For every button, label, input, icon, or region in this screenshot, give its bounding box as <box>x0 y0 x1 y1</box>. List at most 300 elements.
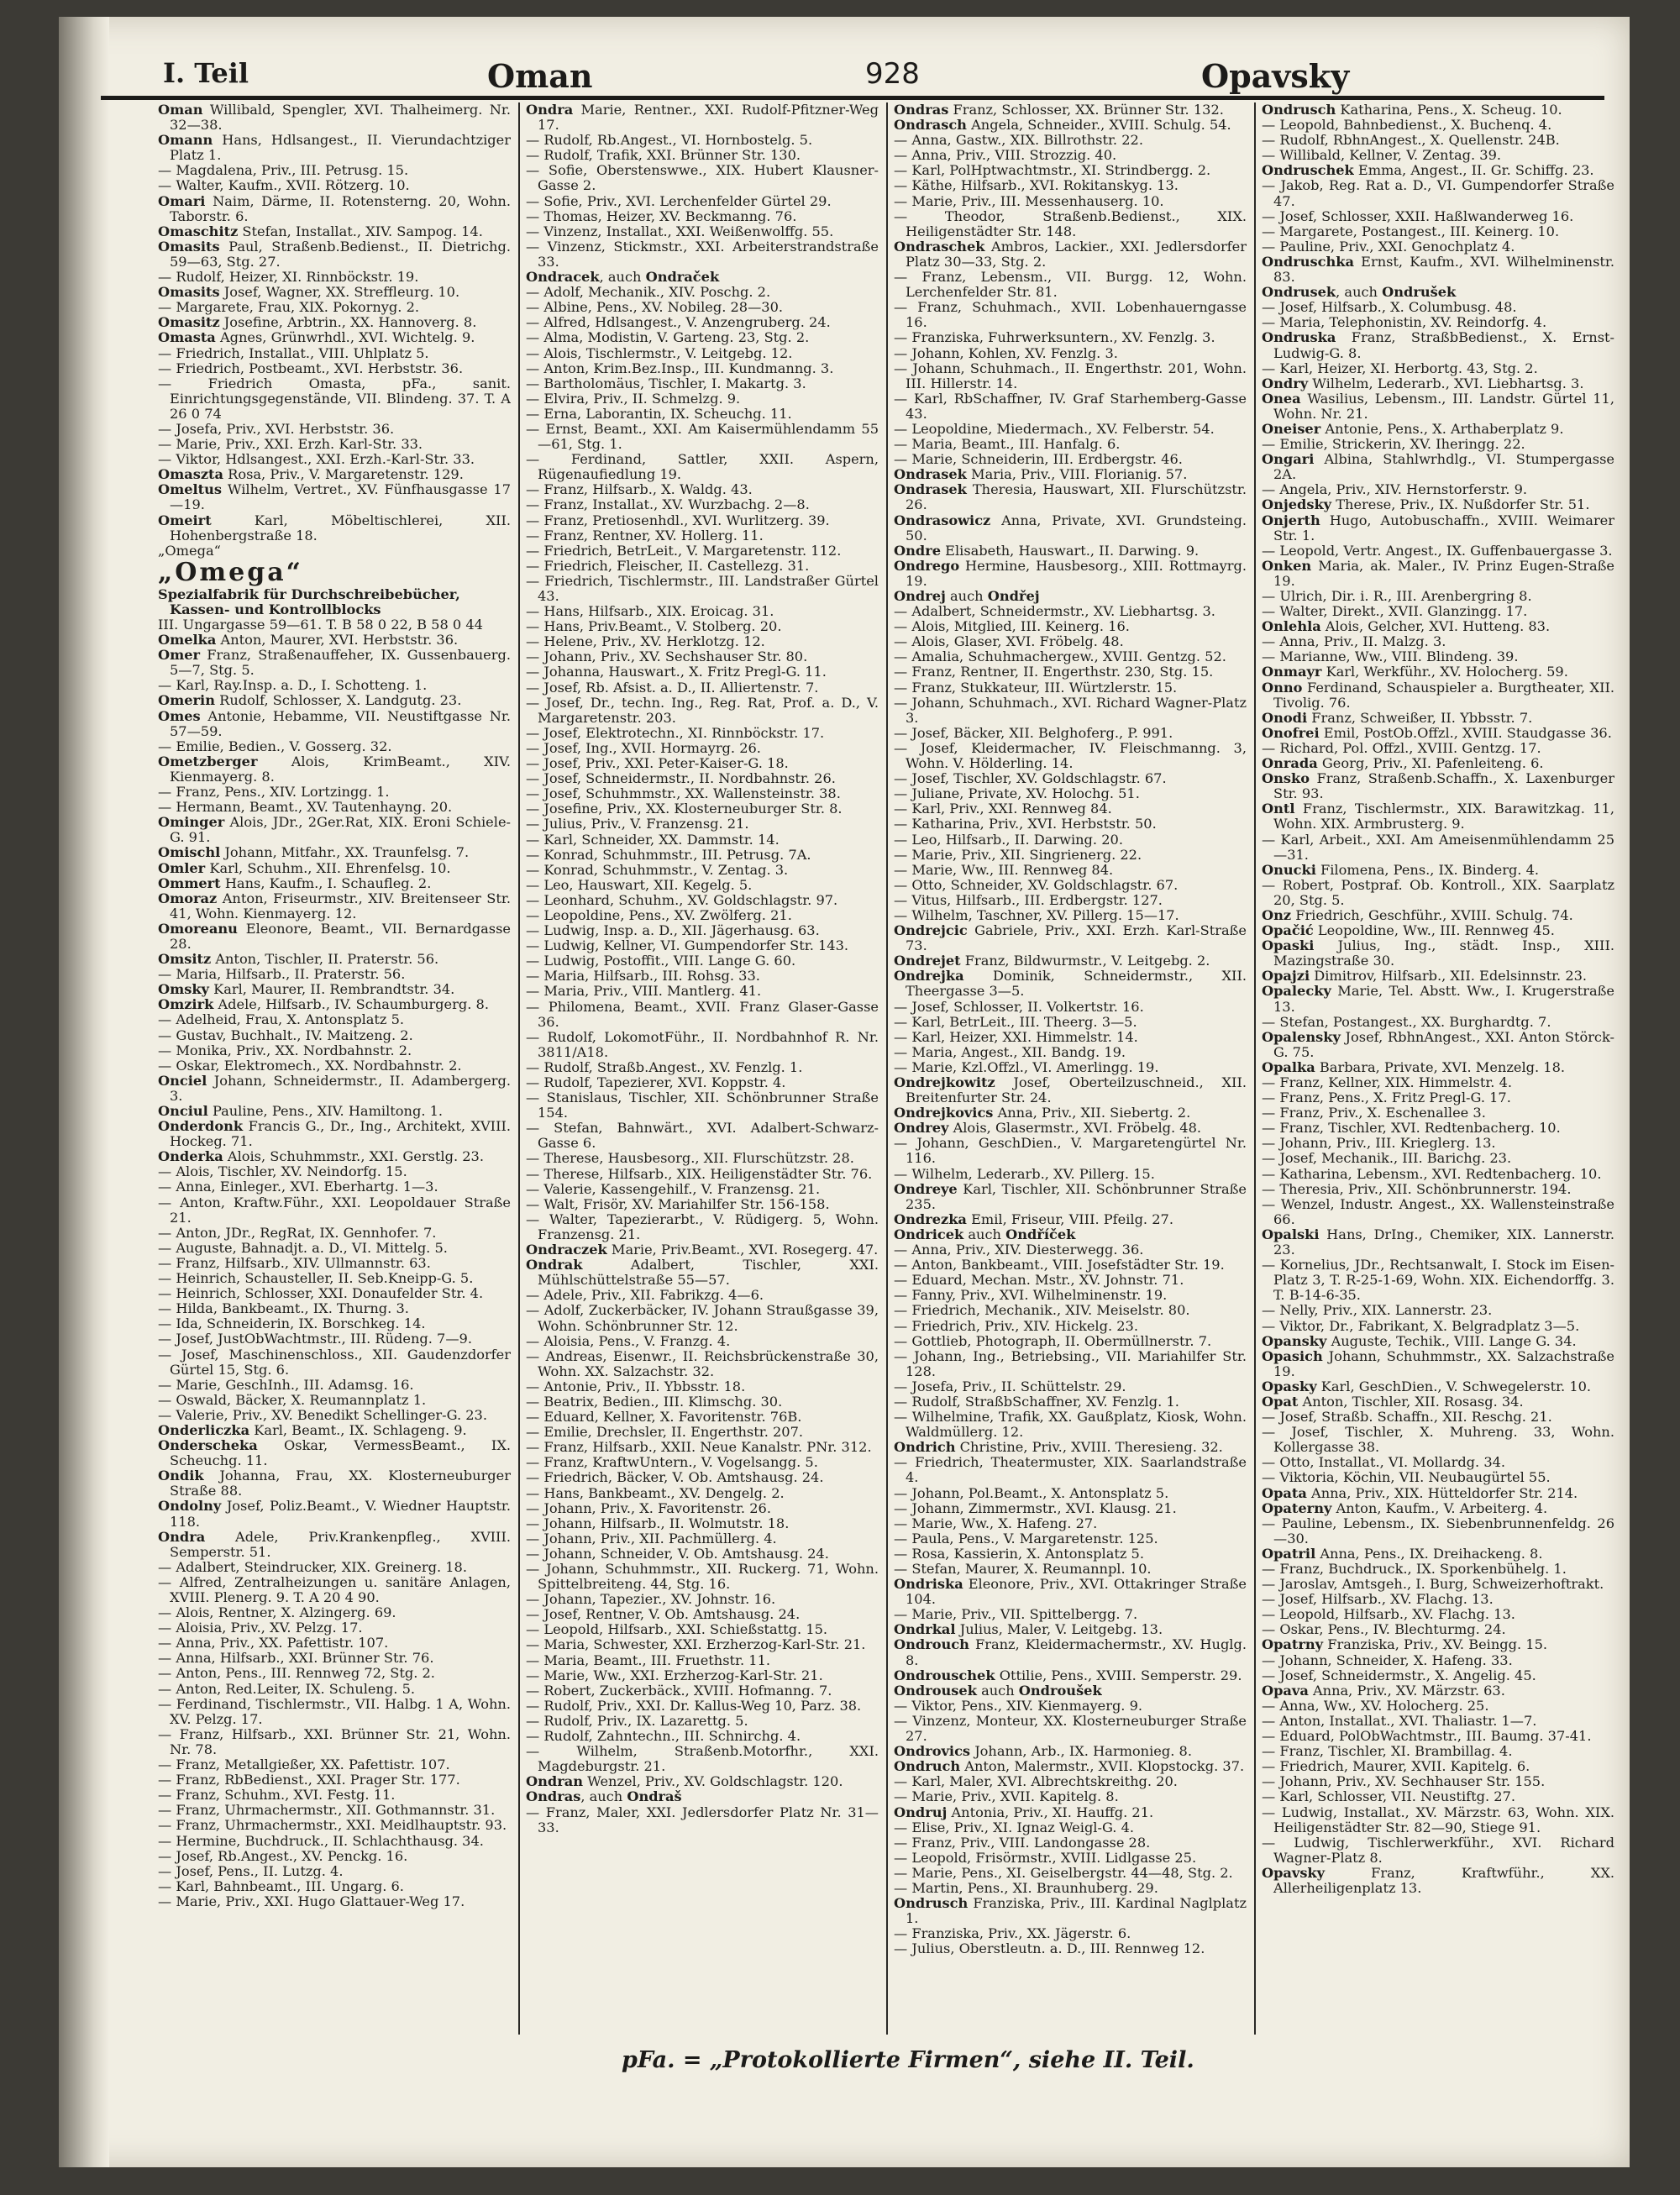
directory-entry: Onlehla Alois, Gelcher, XVI. Hutteng. 83. <box>1262 618 1551 635</box>
directory-entry: — Josef, Pens., II. Lutzg. 4. <box>158 1862 344 1879</box>
omega-advertisement <box>158 559 511 633</box>
directory-entry: Opačić Leopoldine, Ww., III. Rennweg 45. <box>1262 922 1555 939</box>
directory-entry: — Adalbert, Steindrucker, XIX. Greinerg. 18. <box>158 1558 467 1575</box>
directory-entry: — Johann, Schuhmmstr., XII. Ruckerg. 71, Wohn. Spittelbreiteng. 44, Stg. 16. <box>526 1561 879 1593</box>
directory-entry: Ondrich Christine, Priv., XVIII. Theresieng. 32. <box>894 1439 1223 1456</box>
directory-entry: — Franz, Uhrmachermstr., XXI. Meidlhauptstr. 93. <box>158 1817 507 1834</box>
directory-entry: Ondran Wenzel, Priv., XV. Goldschlagstr. 120. <box>526 1773 843 1790</box>
directory-entry: — Leopold, Hilfsarb., XXI. Schießstattg. 15. <box>526 1621 828 1638</box>
directory-entry: Ondrusch Franziska, Priv., III. Kardinal Naglplatz 1. <box>894 1895 1247 1927</box>
directory-entry: — Marie, Priv., VII. Spittelbergg. 7. <box>894 1606 1138 1623</box>
directory-entry: — Anna, Priv., VIII. Strozzig. 40. <box>894 147 1117 164</box>
directory-entry: — Anton, JDr., RegRat, IX. Gennhofer. 7. <box>158 1224 437 1241</box>
directory-entry: — Sofie, Priv., XVI. Lerchenfelder Gürtel 29. <box>526 192 832 209</box>
directory-entry: Onucki Filomena, Pens., IX. Binderg. 4. <box>1262 861 1540 878</box>
directory-entry: — Heinrich, Schlosser, XXI. Donaufelder Str. 4. <box>158 1285 484 1302</box>
directory-entry: — Alois, Rentner, X. Alzingerg. 69. <box>158 1604 396 1621</box>
directory-entry: — Friedrich, Tischlermstr., III. Landstraßer Gürtel 43. <box>526 572 879 604</box>
directory-entry: Onderdonk Francis G., Dr., Ing., Architekt, XVIII. Hockeg. 71. <box>158 1118 511 1150</box>
directory-entry: — Ulrich, Dir. i. R., III. Arenbergring 8. <box>1262 588 1532 604</box>
directory-entry: Opatril Anna, Pens., IX. Dreihackeng. 8. <box>1262 1545 1543 1562</box>
directory-entry: — Friedrich, Fleischer, II. Castellezg. 31. <box>526 557 810 574</box>
directory-entry: — Franz, Schuhmach., XVII. Lobenhauerngasse 16. <box>894 299 1247 331</box>
directory-entry: — Franz, Maler, XXI. Jedlersdorfer Platz Nr. 31—33. <box>526 1804 879 1835</box>
directory-entry: — Vinzenz, Stickmstr., XXI. Arbeiterstrandstraße 33. <box>526 238 879 270</box>
directory-entry: — Adalbert, Schneidermstr., XV. Liebhartsg. 3. <box>894 603 1215 620</box>
directory-entry: — Leopold, Vertr. Angest., IX. Guffenbauergasse 3. <box>1262 542 1613 559</box>
directory-entry: — Adelheid, Frau, X. Antonsplatz 5. <box>158 1011 405 1028</box>
directory-entry: — Anton, Bankbeamt., VIII. Josefstädter Str. 19. <box>894 1257 1225 1273</box>
directory-entry: Ondrego Hermine, Hausbesorg., XIII. Rottmayrg. 19. <box>894 557 1247 589</box>
directory-entry: Opalka Barbara, Private, XVI. Menzelg. 18. <box>1262 1058 1566 1075</box>
directory-entry: — Anna, Ww., XV. Holocherg. 25. <box>1262 1697 1489 1714</box>
directory-entry: — Kornelius, JDr., Rechtsanwalt, I. Stock im Eisen-Platz 3, T. R-25-1-69, Wohn. XIX. Eichendorffg. 3. T. B-14-6-35. <box>1262 1257 1614 1304</box>
directory-entry: Omelka Anton, Maurer, XVI. Herbststr. 36. <box>158 632 459 649</box>
directory-entry: — Elise, Priv., XI. Ignaz Weigl-G. 4. <box>894 1819 1135 1835</box>
directory-entry: — Johann, Priv., XV. Sechhauser Str. 155. <box>1262 1773 1546 1790</box>
directory-entry: — Franz, KraftwUntern., V. Vogelsangg. 5. <box>526 1454 818 1471</box>
directory-entry: Onderka Alois, Schuhmmstr., XXI. Gerstlg. 23. <box>158 1148 484 1165</box>
directory-entry: Ondolny Josef, Poliz.Beamt., V. Wiedner Hauptstr. 118. <box>158 1498 511 1530</box>
directory-entry: — Franz, RbBedienst., XXI. Prager Str. 177. <box>158 1772 460 1788</box>
directory-entry: — Franz, Metallgießer, XX. Pafettistr. 107. <box>158 1757 450 1773</box>
directory-entry: — Friedrich, Bäcker, V. Ob. Amtshausg. 24. <box>526 1469 824 1486</box>
directory-entry: — Franz, Tischler, XVI. Redtenbacherg. 10. <box>1262 1120 1561 1137</box>
directory-entry: Omari Naim, Därme, II. Rotensterng. 20, Wohn. Taborstr. 6. <box>158 192 511 224</box>
directory-entry: — Franz, Buchdruck., IX. Sporkenbühelg. 1. <box>1262 1561 1567 1577</box>
directory-entry: Omischl Johann, Mitfahr., XX. Traunfelsg. 7. <box>158 844 470 861</box>
directory-entry: — Aloisia, Pens., V. Franzg. 4. <box>526 1332 731 1349</box>
directory-entry: — Josefa, Priv., XVI. Herbststr. 36. <box>158 420 395 437</box>
column-divider <box>1254 102 1256 2035</box>
directory-entry: — Stefan, Bahnwärt., XVI. Adalbert-Schwarz-Gasse 6. <box>526 1120 879 1152</box>
directory-entry: — Rudolf, Heizer, XI. Rinnböckstr. 19. <box>158 269 419 286</box>
directory-entry: — Karl, Heizer, XI. Herbortg. 43, Stg. 2. <box>1262 360 1538 376</box>
directory-entry: Ondreye Karl, Tischler, XII. Schönbrunner Straße 235. <box>894 1180 1247 1212</box>
directory-entry: Onofrei Emil, PostOb.Offzl., XVIII. Staudgasse 36. <box>1262 724 1612 741</box>
directory-entry: — Karl, PolHptwachtmstr., XI. Strindbergg. 2. <box>894 162 1211 179</box>
directory-entry: — Katharina, Lebensm., XVI. Redtenbacherg. 10. <box>1262 1165 1602 1182</box>
directory-entry: Ondriska Eleonore, Priv., XVI. Ottakringer Straße 104. <box>894 1576 1247 1608</box>
directory-entry: Omasitz Josefine, Arbtrin., XX. Hannoverg. 8. <box>158 314 477 331</box>
directory-entry: — Aloisia, Priv., XV. Pelzg. 17. <box>158 1620 363 1636</box>
directory-entry: — Karl, Schlosser, VII. Neustiftg. 27. <box>1262 1788 1516 1805</box>
directory-entry: — Bartholomäus, Tischler, I. Makartg. 3. <box>526 375 806 391</box>
directory-entry: Ondik Johanna, Frau, XX. Klosterneuburger Straße 88. <box>158 1468 511 1499</box>
directory-entry: — Marie, Schneiderin, III. Erdbergstr. 46. <box>894 451 1183 468</box>
directory-entry: Omzirk Adele, Hilfsarb., IV. Schaumburgerg. 8. <box>158 996 489 1013</box>
directory-entry: Onderliczka Karl, Beamt., IX. Schlageng. 9. <box>158 1421 467 1438</box>
directory-entry: — Marie, Kzl.Offzl., VI. Amerlingg. 19. <box>894 1058 1159 1075</box>
directory-entry: Ometzberger Alois, KrimBeamt., XIV. Kienmayerg. 8. <box>158 753 511 785</box>
directory-entry: — Karl, Heizer, XXI. Himmelstr. 14. <box>894 1028 1138 1045</box>
directory-entry: — Franz, Rentner, XV. Hollerg. 11. <box>526 527 764 543</box>
directory-entry: — Rudolf, StraßbSchaffner, XV. Fenzlg. 1. <box>894 1393 1179 1410</box>
directory-column-3 <box>894 102 1247 2036</box>
directory-entry: — Theodor, Straßenb.Bedienst., XIX. Heiligenstädter Str. 148. <box>894 207 1247 239</box>
directory-entry: — Karl, Bahnbeamt., III. Ungarg. 6. <box>158 1877 404 1894</box>
directory-entry: — Walter, Direkt., XVII. Glanzingg. 17. <box>1262 603 1528 620</box>
directory-entry: — Viktor, Dr., Fabrikant, X. Belgradplatz 3—5. <box>1262 1317 1580 1334</box>
directory-entry: — Anna, Priv., XIV. Diesterwegg. 36. <box>894 1242 1144 1258</box>
directory-entry: — Johann, Priv., XV. Sechshauser Str. 80. <box>526 649 808 665</box>
directory-entry: — Karl, Maler, XVI. Albrechtskreithg. 20. <box>894 1773 1178 1790</box>
footer-note: pFa. = „Protokollierte Firmen“, siehe II. Teil. <box>622 2047 1194 2073</box>
directory-entry: Ondruch Anton, Malermstr., XVII. Klopstockg. 37. <box>894 1758 1245 1775</box>
directory-entry: Omasta Agnes, Grünwrhdl., XVI. Wichtelg. 9. <box>158 329 475 346</box>
directory-entry: Onrada Georg, Priv., XI. Pafenleiteng. 6. <box>1262 755 1544 772</box>
directory-entry: — Anton, Krim.Bez.Insp., III. Kundmanng. 3. <box>526 360 834 376</box>
directory-entry: Ontl Franz, Tischlermstr., XIX. Barawitzkag. 11, Wohn. XIX. Armbrusterg. 9. <box>1262 801 1614 832</box>
directory-entry: — Ida, Schneiderin, IX. Borschkeg. 14. <box>158 1315 426 1332</box>
directory-entry: Ondruschka Ernst, Kaufm., XVI. Wilhelminenstr. 83. <box>1262 253 1614 286</box>
directory-entry: Omes Antonie, Hebamme, VII. Neustiftgasse Nr. 57—59. <box>158 707 511 739</box>
directory-entry: — Käthe, Hilfsarb., XVI. Rokitanskyg. 13. <box>894 177 1179 194</box>
directory-entry: — Marie, Priv., XXI. Erzh. Karl-Str. 33. <box>158 436 423 453</box>
directory-entry: — Josef, Schuhmmstr., XX. Wallensteinstr. 38. <box>526 785 841 802</box>
directory-entry: Opajzi Dimitrov, Hilfsarb., XII. Edelsinnstr. 23. <box>1262 968 1588 985</box>
directory-entry: Ondrejcic Gabriele, Priv., XXI. Erzh. Karl-Straße 73. <box>894 922 1247 954</box>
directory-entry: — Maria, Beamt., III. Fruethstr. 11. <box>526 1652 771 1668</box>
directory-entry: „Omega“ <box>158 542 221 559</box>
directory-entry: Ondrey Alois, Glasermstr., XVI. Fröbelg. 48. <box>894 1120 1202 1137</box>
directory-entry: Omasits Josef, Wagner, XX. Streffleurg. 10. <box>158 284 460 301</box>
directory-entry: — Ludwig, Postoffit., VIII. Lange G. 60. <box>526 953 796 969</box>
directory-entry: — Alma, Modistin, V. Garteng. 23, Stg. 2. <box>526 329 810 346</box>
directory-entry: — Josef, Rb. Afsist. a. D., II. Alliertenstr. 7. <box>526 679 819 696</box>
directory-entry: Ondrusek, auch Ondrušek <box>1262 284 1457 301</box>
directory-entry: — Friedrich Omasta, pFa., sanit. Einrichtungsgegenstände, VII. Blindeng. 37. T. A 26 0 74 <box>158 375 511 422</box>
directory-entry: — Antonie, Priv., II. Ybbsstr. 18. <box>526 1378 746 1394</box>
directory-entry: — Julius, Oberstleutn. a. D., III. Rennweg 12. <box>894 1940 1205 1957</box>
directory-entry: — Josef, Rentner, V. Ob. Amtshausg. 24. <box>526 1606 801 1623</box>
directory-entry: — Wilhelm, Taschner, XV. Pillerg. 15—17. <box>894 906 1179 923</box>
directory-entry: — Franz, Rentner, II. Engerthstr. 230, Stg. 15. <box>894 664 1214 680</box>
directory-entry: Ondrusch Katharina, Pens., X. Scheug. 10. <box>1262 102 1562 118</box>
directory-entry: — Sofie, Oberstenswwe., XIX. Hubert Klausner-Gasse 2. <box>526 162 879 194</box>
advertisement-title: „Omega“ <box>158 557 303 587</box>
directory-entry: Onz Friedrich, Geschführ., XVIII. Schulg. 74. <box>1262 906 1573 923</box>
directory-entry: — Johann, Priv., X. Favoritenstr. 26. <box>526 1499 771 1516</box>
directory-entry: Ondrouschek Ottilie, Pens., XVIII. Semperstr. 29. <box>894 1667 1242 1683</box>
directory-entry: — Adolf, Zuckerbäcker, IV. Johann Straußgasse 39, Wohn. Schönbrunner Str. 12. <box>526 1302 879 1334</box>
directory-entry: — Josef, Elektrotechn., XI. Rinnböckstr. 17. <box>526 724 825 741</box>
directory-entry: — Anna, Einleger., XVI. Eberhartg. 1—3. <box>158 1179 438 1195</box>
directory-entry: — Anna, Priv., II. Malzg. 3. <box>1262 633 1446 650</box>
directory-entry: Ominger Alois, JDr., 2Ger.Rat, XIX. Eroni Schiele-G. 91. <box>158 814 511 846</box>
directory-entry: — Wilhelm, Straßenb.Motorfhr., XXI. Magdeburgstr. 21. <box>526 1743 879 1775</box>
directory-entry: — Josef, Ing., XVII. Hormayrg. 26. <box>526 739 761 756</box>
directory-entry: Ondra Adele, Priv.Krankenpfleg., XVIII. Semperstr. 51. <box>158 1528 511 1560</box>
directory-entry: — Stanislaus, Tischler, XII. Schönbrunner Straße 154. <box>526 1090 879 1121</box>
directory-entry: — Oskar, Pens., IV. Blechturmg. 24. <box>1262 1621 1506 1638</box>
directory-entry: Onderscheka Oskar, VermessBeamt., IX. Scheuchg. 11. <box>158 1437 511 1469</box>
directory-entry: — Leopoldine, Pens., XV. Zwölferg. 21. <box>526 906 792 923</box>
directory-entry: — Josef, Schlosser, II. Volkertstr. 16. <box>894 998 1144 1015</box>
directory-entry: — Franz, Priv., X. Eschenallee 3. <box>1262 1105 1486 1121</box>
directory-entry: — Fanny, Priv., XVI. Wilhelminenstr. 19. <box>894 1287 1168 1304</box>
directory-entry: — Josef, Mechanik., III. Barichg. 23. <box>1262 1150 1512 1167</box>
directory-entry: — Karl, BetrLeit., III. Theerg. 3—5. <box>894 1013 1137 1030</box>
directory-entry: — Erna, Laborantin, IX. Scheuchg. 11. <box>526 405 792 422</box>
directory-entry: Omler Karl, Schuhm., XII. Ehrenfelsg. 10. <box>158 859 451 876</box>
advertisement-address: III. Ungargasse 59—61. T. B 58 0 22, B 58 0 44 <box>158 617 483 633</box>
directory-entry: — Ferdinand, Tischlermstr., VII. Halbg. 1 A, Wohn. XV. Pelzg. 17. <box>158 1695 511 1727</box>
directory-entry: — Franz, Installat., XV. Wurzbachg. 2—8. <box>526 496 810 513</box>
directory-entry: Ondrovics Johann, Arb., IX. Harmonieg. 8. <box>894 1743 1192 1760</box>
directory-entry: Opava Anna, Priv., XV. Märzstr. 63. <box>1262 1682 1505 1699</box>
book-binding-shadow <box>59 17 109 2167</box>
directory-entry: Ondrousek auch Ondroušek <box>894 1682 1102 1699</box>
directory-entry: — Jaroslav, Amtsgeh., I. Burg, Schweizerhoftrakt. <box>1262 1576 1604 1593</box>
directory-entry: — Rudolf, Straßb.Angest., XV. Fenzlg. 1. <box>526 1058 803 1075</box>
directory-entry: — Pauline, Lebensm., IX. Siebenbrunnenfeldg. 26—30. <box>1262 1515 1614 1546</box>
directory-entry: — Johann, Schuhmach., II. Engerthstr. 201, Wohn. III. Hillerstr. 14. <box>894 360 1247 391</box>
directory-entry: — Franz, Lebensm., VII. Burgg. 12, Wohn. Lerchenfelder Str. 81. <box>894 269 1247 301</box>
directory-entry: — Gustav, Buchhalt., IV. Maitzeng. 2. <box>158 1027 413 1043</box>
directory-entry: — Beatrix, Bedien., III. Klimschg. 30. <box>526 1393 783 1410</box>
directory-entry: — Josef, Maschinenschloss., XII. Gaudenzdorfer Gürtel 15, Stg. 6. <box>158 1346 511 1378</box>
directory-entry: Opalensky Josef, RbhnAngest., XXI. Anton Störck-G. 75. <box>1262 1028 1614 1060</box>
directory-entry: — Franz, Hilfsarb., XIV. Ullmannstr. 63. <box>158 1254 431 1271</box>
directory-entry: — Johann, Priv., XII. Pachmüllerg. 4. <box>526 1530 777 1546</box>
column-divider <box>886 102 888 2035</box>
directory-entry: — Leopoldine, Miedermach., XV. Felberstr. 54. <box>894 420 1215 437</box>
directory-entry: Omsitz Anton, Tischler, II. Praterstr. 56. <box>158 951 439 968</box>
directory-entry: — Rudolf, Tapezierer, XVI. Koppstr. 4. <box>526 1074 786 1090</box>
directory-entry: Opaski Julius, Ing., städt. Insp., XIII. Mazingstraße 30. <box>1262 937 1614 969</box>
directory-entry: — Josef, Kleidermacher, IV. Fleischmanng. 3, Wohn. V. Hölderling. 14. <box>894 739 1247 772</box>
directory-entry: — Emilie, Drechsler, II. Engerthstr. 207. <box>526 1424 804 1441</box>
directory-entry: — Walter, Tapezierarbt., V. Rüdigerg. 5, Wohn. Franzensg. 21. <box>526 1210 879 1242</box>
directory-entry: Ommert Hans, Kaufm., I. Schaufleg. 2. <box>158 874 432 891</box>
directory-entry: — Johann, Ing., Betriebsing., VII. Mariahilfer Str. 128. <box>894 1347 1247 1379</box>
part-label: I. Teil <box>163 57 249 89</box>
directory-entry: — Konrad, Schuhmmstr., V. Zentag. 3. <box>526 861 789 878</box>
directory-entry: — Julius, Priv., V. Franzensg. 21. <box>526 816 749 832</box>
directory-entry: Oneiser Antonie, Pens., X. Arthaberplatz 9. <box>1262 420 1564 437</box>
directory-entry: — Johann, Schneider, V. Ob. Amtshausg. 24. <box>526 1545 829 1562</box>
directory-entry: — Josef, Schlosser, XXII. Haßlwanderweg 16. <box>1262 207 1574 224</box>
directory-entry: — Thomas, Heizer, XV. Beckmanng. 76. <box>526 207 797 224</box>
directory-entry: — Marie, Priv., XVII. Kapitelg. 8. <box>894 1788 1119 1805</box>
directory-entry: — Franz, Schuhm., XVI. Festg. 11. <box>158 1787 396 1804</box>
directory-entry: — Robert, Zuckerbäck., XVIII. Hofmanng. 7. <box>526 1682 832 1699</box>
directory-entry: — Therese, Hilfsarb., XIX. Heiligenstädter Str. 76. <box>526 1165 873 1182</box>
directory-entry: — Friedrich, Installat., VIII. Uhlplatz 5. <box>158 344 429 361</box>
directory-entry: — Karl, Arbeit., XXI. Am Ameisenmühlendamm 25—31. <box>1262 831 1614 863</box>
directory-entry: — Rudolf, Priv., IX. Lazarettg. 5. <box>526 1712 748 1729</box>
directory-entry: — Johann, Kohlen, XV. Fenzlg. 3. <box>894 344 1118 361</box>
directory-entry: — Robert, Postpraf. Ob. Kontroll., XIX. Saarplatz 20, Stg. 5. <box>1262 876 1614 908</box>
directory-entry: — Alois, Glaser, XVI. Fröbelg. 48. <box>894 633 1124 650</box>
directory-entry: — Otto, Schneider, XV. Goldschlagstr. 67. <box>894 876 1179 893</box>
directory-entry: Onea Wasilius, Lebensm., III. Landstr. Gürtel 11, Wohn. Nr. 21. <box>1262 390 1614 422</box>
directory-entry: — Josef, Hilfsarb., XV. Flachg. 13. <box>1262 1591 1494 1608</box>
directory-entry: — Oswald, Bäcker, X. Reumannplatz 1. <box>158 1391 427 1408</box>
directory-entry: — Rosa, Kassierin, X. Antonsplatz 5. <box>894 1545 1144 1562</box>
directory-entry: — Karl, Schneider, XX. Dammstr. 14. <box>526 831 780 848</box>
directory-entry: — Emilie, Strickerin, XV. Iheringg. 22. <box>1262 436 1525 453</box>
directory-entry: Omer Franz, Straßenauffeher, IX. Gussenbauerg. 5—7, Stg. 5. <box>158 647 511 679</box>
directory-entry: Ondrezka Emil, Friseur, VIII. Pfeilg. 27. <box>894 1210 1173 1227</box>
directory-entry: Onken Maria, ak. Maler., IV. Prinz Eugen-Straße 19. <box>1262 557 1614 589</box>
directory-entry: Opavsky Franz, Kraftwführ., XX. Allerheiligenplatz 13. <box>1262 1864 1614 1896</box>
directory-entry: — Franz, Hilfsarb., X. Waldg. 43. <box>526 481 753 498</box>
directory-entry: Omoraz Anton, Friseurmstr., XIV. Breitenseer Str. 41, Wohn. Kienmayerg. 12. <box>158 890 511 922</box>
directory-entry: Ondrej auch Ondřej <box>894 588 1040 604</box>
directory-entry: — Josef, Schneidermstr., X. Angelig. 45. <box>1262 1667 1536 1683</box>
directory-entry: — Juliane, Private, XV. Holochg. 51. <box>894 785 1140 802</box>
column-divider <box>518 102 520 2035</box>
directory-entry: — Johann, Tapezier., XV. Johnstr. 16. <box>526 1591 776 1608</box>
directory-entry: — Ludwig, Tischlerwerkführ., XVI. Richard Wagner-Platz 8. <box>1262 1834 1614 1866</box>
directory-entry: — Leopold, Hilfsarb., XV. Flachg. 13. <box>1262 1606 1515 1623</box>
directory-entry: — Hermann, Beamt., XV. Tautenhayng. 20. <box>158 799 453 816</box>
directory-entry: Omeirt Karl, Möbeltischlerei, XII. Hohenbergstraße 18. <box>158 512 511 543</box>
directory-entry: — Josef, Schneidermstr., II. Nordbahnstr. 26. <box>526 770 836 787</box>
directory-entry: — Heinrich, Schausteller, II. Seb.Kneipp-G. 5. <box>158 1270 474 1287</box>
directory-entry: — Hans, Hilfsarb., XIX. Eroicag. 31. <box>526 603 774 620</box>
directory-entry: — Karl, Priv., XXI. Rennweg 84. <box>894 801 1112 817</box>
directory-entry: Ondras Franz, Schlosser, XX. Brünner Str. 132. <box>894 102 1224 118</box>
directory-entry: — Maria, Angest., XII. Bandg. 19. <box>894 1043 1126 1060</box>
directory-entry: — Karl, RbSchaffner, IV. Graf Starhemberg-Gasse 43. <box>894 390 1247 422</box>
directory-entry: — Josef, Straßb. Schaffn., XII. Reschg. 21. <box>1262 1409 1552 1426</box>
directory-entry: — Stefan, Maurer, X. Reumannpl. 10. <box>894 1561 1152 1577</box>
directory-entry: — Magdalena, Priv., III. Petrusg. 15. <box>158 162 409 179</box>
directory-entry: Ondricek auch Ondříček <box>894 1226 1076 1242</box>
directory-entry: — Therese, Hausbesorg., XII. Flurschützstr. 28. <box>526 1150 854 1167</box>
directory-entry: — Johann, Hilfsarb., II. Wolmutstr. 18. <box>526 1515 790 1531</box>
directory-entry: Ondrkal Julius, Maler, V. Leitgebg. 13. <box>894 1621 1163 1638</box>
directory-columns <box>158 102 1614 2036</box>
directory-entry: — Vitus, Hilfsarb., III. Erdbergstr. 127. <box>894 891 1163 908</box>
directory-entry: — Marie, Ww., III. Rennweg 84. <box>894 861 1114 878</box>
directory-entry: Opat Anton, Tischler, XII. Rosasg. 34. <box>1262 1393 1524 1410</box>
directory-entry: — Marie, Pens., XI. Geiselbergstr. 44—48, Stg. 2. <box>894 1864 1233 1881</box>
directory-entry: — Rudolf, Zahntechn., III. Schnirchg. 4. <box>526 1728 801 1745</box>
directory-entry: — Franz, Pens., X. Fritz Pregl-G. 17. <box>1262 1090 1511 1106</box>
directory-entry: Onsko Franz, Straßenb.Schaffn., X. Laxenburger Str. 93. <box>1262 770 1614 802</box>
directory-entry: — Friedrich, Postbeamt., XVI. Herbststr. 36. <box>158 360 464 376</box>
directory-entry: — Josefa, Priv., II. Schüttelstr. 29. <box>894 1378 1126 1394</box>
directory-entry: — Marie, Priv., XXI. Hugo Glattauer-Weg 17. <box>158 1893 465 1909</box>
directory-entry: — Gottlieb, Photograph, II. Obermüllnerstr. 7. <box>894 1332 1212 1349</box>
directory-entry: — Oskar, Elektromech., XX. Nordbahnstr. 2. <box>158 1057 462 1074</box>
directory-entry: — Leo, Hilfsarb., II. Darwing. 20. <box>894 831 1123 848</box>
directory-entry: — Walter, Kaufm., XVII. Rötzerg. 10. <box>158 177 410 194</box>
directory-entry: — Johann, GeschDien., V. Margaretengürtel Nr. 116. <box>894 1135 1247 1167</box>
directory-entry: — Franz, Kellner, XIX. Himmelstr. 4. <box>1262 1074 1513 1090</box>
directory-entry: — Maria, Hilfsarb., III. Rohsg. 33. <box>526 968 760 985</box>
directory-entry: — Anna, Priv., XX. Pafettistr. 107. <box>158 1635 389 1652</box>
directory-entry: — Josef, Tischler, X. Muhreng. 33, Wohn. Kollergasse 38. <box>1262 1424 1614 1456</box>
directory-entry: Omaschitz Stefan, Installat., XIV. Sampog. 14. <box>158 223 483 239</box>
directory-entry: — Maria, Schwester, XXI. Erzherzog-Karl-Str. 21. <box>526 1636 866 1653</box>
directory-entry: — Viktor, Pens., XIV. Kienmayerg. 9. <box>894 1697 1143 1714</box>
directory-entry: — Franziska, Fuhrwerksuntern., XV. Fenzlg. 3. <box>894 329 1215 346</box>
directory-entry: Ondraschek Ambros, Lackier., XXI. Jedlersdorfer Platz 30—33, Stg. 2. <box>894 238 1247 270</box>
directory-entry: Omasits Paul, Straßenb.Bedienst., II. Dietrichg. 59—63, Stg. 27. <box>158 238 511 270</box>
directory-entry: — Franz, Hilfsarb., XXII. Neue Kanalstr. PNr. 312. <box>526 1439 872 1456</box>
directory-entry: — Franz, Uhrmachermstr., XII. Gothmannstr. 31. <box>158 1802 496 1819</box>
directory-entry: — Marie, Priv., XII. Singrienerg. 22. <box>894 846 1142 863</box>
directory-entry: — Philomena, Beamt., XVII. Franz Glaser-Gasse 36. <box>526 998 879 1030</box>
directory-entry: Omann Hans, Hdlsangest., II. Vierundachtziger Platz 1. <box>158 132 511 164</box>
directory-entry: — Angela, Priv., XIV. Hernstorferstr. 9. <box>1262 481 1528 498</box>
directory-entry: Onmayr Karl, Werkführ., XV. Holocherg. 59. <box>1262 664 1568 680</box>
directory-entry: — Franz, Pens., XIV. Lortzingg. 1. <box>158 784 390 801</box>
directory-entry: — Alois, Mitglied, III. Keinerg. 16. <box>894 618 1130 635</box>
directory-entry: — Elvira, Priv., II. Schmelzg. 9. <box>526 390 741 407</box>
directory-entry: — Leopold, Bahnbedienst., X. Buchenq. 4. <box>1262 117 1552 134</box>
directory-entry: — Viktor, Hdlsangest., XXI. Erzh.-Karl-Str. 33. <box>158 451 475 468</box>
directory-entry: — Katharina, Priv., XVI. Herbststr. 50. <box>894 816 1157 832</box>
directory-entry: — Eduard, Kellner, X. Favoritenstr. 76B. <box>526 1409 802 1426</box>
directory-entry: — Maria, Priv., VIII. Mantlerg. 41. <box>526 983 762 1000</box>
directory-entry: — Franz, Stukkateur, III. Würtzlerstr. 15. <box>894 679 1178 696</box>
directory-entry: — Viktoria, Köchin, VII. Neubaugürtel 55. <box>1262 1469 1551 1486</box>
directory-entry: Ondracek, auch Ondraček <box>526 269 720 286</box>
directory-entry: — Nelly, Priv., XIX. Lannerstr. 23. <box>1262 1302 1493 1319</box>
directory-entry: — Eduard, Mechan. Mstr., XV. Johnstr. 71. <box>894 1272 1184 1289</box>
directory-entry: — Rudolf, Priv., XXI. Dr. Kallus-Weg 10, Parz. 38. <box>526 1697 862 1714</box>
directory-entry: Ondrejkowitz Josef, Oberteilzuschneid., XII. Breitenfurter Str. 24. <box>894 1074 1247 1106</box>
directory-entry: — Friedrich, Maurer, XVII. Kapitelg. 6. <box>1262 1758 1530 1775</box>
directory-entry: — Otto, Installat., VI. Mollardg. 34. <box>1262 1454 1506 1471</box>
page-number: 928 <box>865 57 920 91</box>
directory-entry: — Anton, Kraftw.Führ., XXI. Leopoldauer Straße 21. <box>158 1194 511 1226</box>
directory-column-2 <box>526 102 879 2036</box>
directory-entry: — Martin, Pens., XI. Braunhuberg. 29. <box>894 1879 1158 1896</box>
directory-entry: Ondrasch Angela, Schneider., XVIII. Schulg. 54. <box>894 117 1231 134</box>
directory-entry: — Anton, Installat., XVI. Thaliastr. 1—7. <box>1262 1712 1537 1729</box>
directory-entry: — Friedrich, BetrLeit., V. Margaretenstr. 112. <box>526 542 842 559</box>
directory-column-1 <box>158 102 511 2036</box>
directory-entry: — Margarete, Frau, XIX. Pokornyg. 2. <box>158 299 420 316</box>
directory-entry: Opasky Karl, GeschDien., V. Schwegelerstr. 10. <box>1262 1378 1592 1394</box>
directory-entry: — Amalia, Schuhmachergew., XVIII. Gentzg. 52. <box>894 649 1226 665</box>
directory-entry: — Valerie, Kassengehilf., V. Franzensg. 21. <box>526 1180 821 1197</box>
directory-entry: Omaszta Rosa, Priv., V. Margaretenstr. 129. <box>158 466 464 483</box>
directory-entry: — Maria, Telephonistin, XV. Reindorfg. 4. <box>1262 314 1547 331</box>
directory-entry: Ondrasowicz Anna, Private, XVI. Grundsteing. 50. <box>894 512 1247 543</box>
directory-entry: Ondrak Adalbert, Tischler, XXI. Mühlschüttelstraße 55—57. <box>526 1257 879 1289</box>
directory-entry: — Ernst, Beamt., XXI. Am Kaisermühlendamm 55—61, Stg. 1. <box>526 420 879 453</box>
directory-entry: — Franz, Priv., VIII. Landongasse 28. <box>894 1834 1151 1851</box>
directory-entry: — Stefan, Postangest., XX. Burghardtg. 7. <box>1262 1013 1551 1030</box>
directory-entry: — Marie, GeschInh., III. Adamsg. 16. <box>158 1376 414 1393</box>
directory-entry: Opansky Auguste, Techik., VIII. Lange G. 34. <box>1262 1332 1577 1349</box>
directory-entry: — Anton, Red.Leiter, IX. Schuleng. 5. <box>158 1680 416 1697</box>
directory-entry: — Vinzenz, Installat., XXI. Weißenwolffg. 55. <box>526 223 834 239</box>
directory-entry: — Marie, Ww., X. Hafeng. 27. <box>894 1515 1098 1531</box>
directory-entry: — Johanna, Hauswart., X. Fritz Pregl-G. 11. <box>526 664 827 680</box>
directory-entry: — Ludwig, Insp. a. D., XII. Jägerhausg. 63. <box>526 922 820 939</box>
directory-entry: — Josef, Tischler, XV. Goldschlagstr. 67. <box>894 770 1167 787</box>
directory-entry: — Josef, Bäcker, XII. Belghoferg., P. 991. <box>894 724 1173 741</box>
directory-entry: — Alois, Tischlermstr., V. Leitgebg. 12. <box>526 344 793 361</box>
directory-entry: — Theresia, Priv., XII. Schönbrunnerstr. 194. <box>1262 1180 1572 1197</box>
directory-entry: — Wilhelm, Lederarb., XV. Pillerg. 15. <box>894 1165 1155 1182</box>
directory-entry: Ondrasek Theresia, Hauswart, XII. Flurschützstr. 26. <box>894 481 1247 513</box>
directory-entry: — Franziska, Priv., XX. Jägerstr. 6. <box>894 1925 1131 1942</box>
directory-entry: — Johann, Schneider, X. Hafeng. 33. <box>1262 1652 1513 1668</box>
directory-entry: — Maria, Beamt., III. Hanfalg. 6. <box>894 436 1121 453</box>
directory-entry: Ondra Marie, Rentner., XXI. Rudolf-Pfitzner-Weg 17. <box>526 102 879 134</box>
directory-entry: — Ludwig, Kellner, VI. Gumpendorfer Str. 143. <box>526 937 849 954</box>
